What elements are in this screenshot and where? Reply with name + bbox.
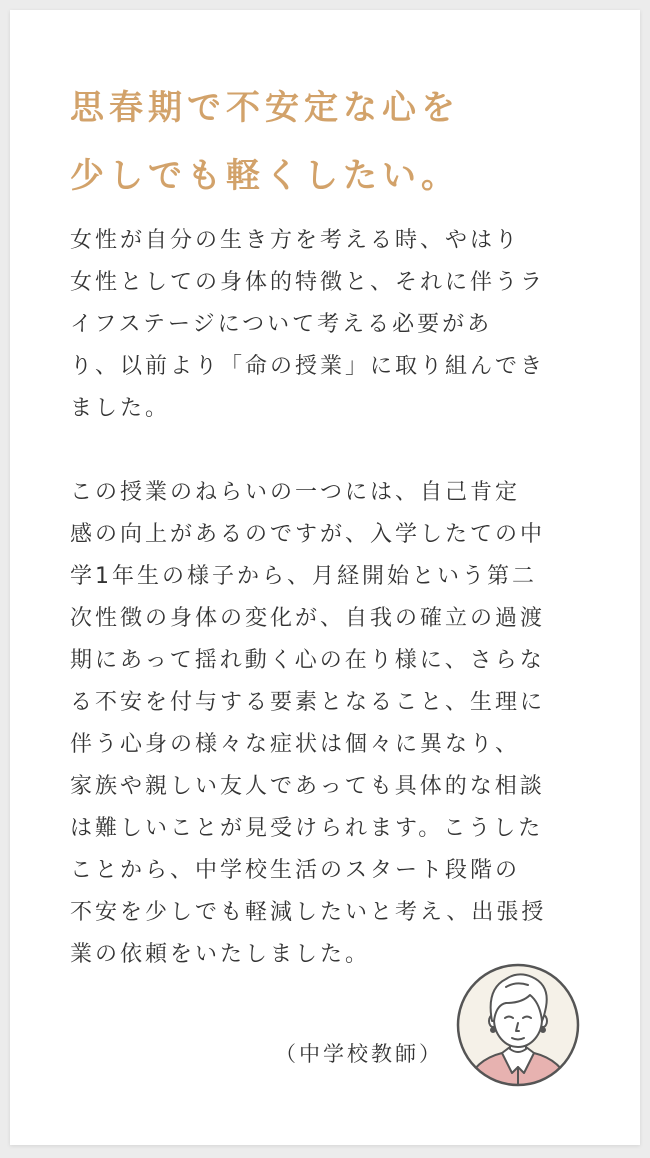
body-line: 女性としての身体的特徴と、それに伴うラ (70, 270, 546, 295)
body-line: 不安を少しでも軽減したいと考え、出張授 (70, 900, 547, 925)
body-line: り、以前より「命の授業」に取り組んでき (70, 354, 546, 379)
body-line: この授業のねらいの一つには、自己肯定 (70, 480, 521, 505)
body-line: 女性が自分の生き方を考える時、やはり (70, 228, 521, 253)
heading-line: 思春期で不安定な心を (70, 88, 460, 128)
body-line: イフステージについて考える必要があ (70, 312, 493, 337)
body-line: 次性徴の身体の変化が、自我の確立の過渡 (70, 606, 546, 631)
body-line: ました。 (70, 396, 171, 421)
heading-line: 少しでも軽くしたい。 (70, 156, 460, 196)
body-line: 学1年生の様子から、月経開始という第二 (70, 564, 537, 589)
body-paragraph-1 (70, 220, 590, 430)
body-line: 業の依頼をいたしました。 (70, 942, 371, 967)
testimonial-card (10, 10, 640, 1145)
body-line: る不安を付与する要素となること、生理に (70, 690, 546, 715)
body-line: は難しいことが見受けられます。こうした (70, 816, 544, 841)
body-paragraph-2 (70, 472, 590, 976)
body-line: 家族や親しい友人であっても具体的な相談 (70, 774, 545, 799)
teacher-avatar-icon (456, 963, 580, 1087)
attribution: （中学校教師） (275, 1042, 443, 1066)
body-line: ことから、中学校生活のスタート段階の (70, 858, 521, 883)
testimonial-body (70, 220, 590, 976)
testimonial-heading (70, 74, 460, 210)
body-line: 感の向上があるのですが、入学したての中 (70, 522, 546, 547)
body-line: 期にあって揺れ動く心の在り様に、さらな (70, 648, 545, 673)
body-line: 伴う心身の様々な症状は個々に異なり、 (70, 732, 521, 757)
